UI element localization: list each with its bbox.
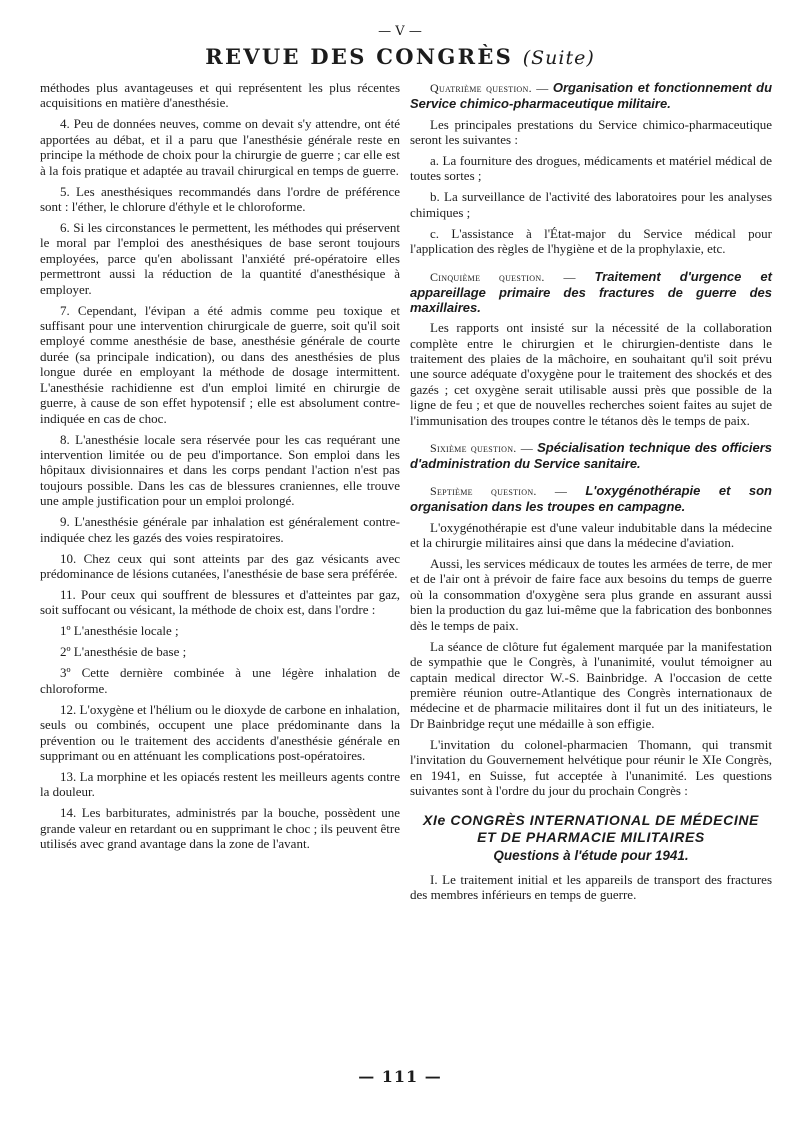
list-item: c. L'assistance à l'État-major du Service médical pour l'application des règles de l'hygiène et de la prophylaxie, etc. bbox=[410, 225, 772, 257]
paragraph: 9. L'anesthésie générale par inhalation est généralement contre-indiquée chez les gazés des voies respiratoires. bbox=[40, 514, 400, 545]
paragraph: 12. L'oxygène et l'hélium ou le dioxyde de carbone en inhalation, seuls ou combinés, occupent une place prédominante dans la prévention ou le traitement des accidents d'anesthésie générale en supprimant ou en atténuant les complications post-opératoires. bbox=[40, 701, 400, 763]
list-item: 1º L'anesthésie locale ; bbox=[60, 623, 179, 639]
paragraph: Les rapports ont insisté sur la nécessité de la collaboration complète entre le chirurgien et le chirurgien-dentiste dans le traitement des plaies de la mâchoire, en souhaitant qu'il soit prévu une source adéquate d'oxygène pour le traitement des shockés et des gazés ; cet oxygène serait utilisable aussi près que possible de la ligne de feu ; et que de nouvelles recherches soient faites au sujet de l'immunisation des troupes contre le tétanos dès le temps de paix. bbox=[410, 320, 772, 428]
paragraph: 4. Peu de données neuves, comme on devait s'y attendre, ont été apportées au débat, et il a paru que l'anesthésie générale reste en principe la méthode de choix pour la chirurgie de guerre ; car elle est à la fois pratique et adaptée au travail chirurgical en temps de guerre. bbox=[40, 116, 400, 178]
paragraph: 6. Si les circonstances le permettent, les méthodes qui préservent le moral par l'emploi des anesthésiques de base seront toujours employées, parce qu'en abolissant l'anxiété pré-opératoire elles permettront aussi la réduction de la quantité d'anesthésique à employer. bbox=[40, 220, 400, 297]
question-label: Septième question. — bbox=[430, 484, 568, 499]
title-suite: (Suite) bbox=[522, 47, 595, 69]
left-column bbox=[40, 80, 400, 857]
paragraph: 13. La morphine et les opiacés restent les meilleurs agents contre la douleur. bbox=[40, 768, 400, 800]
section-folio: — V — bbox=[378, 24, 422, 39]
paragraph: La séance de clôture fut également marquée par la manifestation de sympathie que le Congrès, à l'unanimité, voulut témoigner au captain medical director W.-S. Bainbridge. A l'occasion de cette première réunion outre-Atlantique des Congrès internationaux de médecine et de pharmacie militaires dont il fut un des initiateurs, le Dr Bainbridge reçut une médaille à son effigie. bbox=[410, 638, 772, 731]
paragraph: 5. Les anesthésiques recommandés dans l'ordre de préférence sont : l'éther, le chlorure d'éthyle et le chloroforme. bbox=[40, 183, 400, 215]
paragraph: Les principales prestations du Service chimico-pharmaceutique seront les suivantes : bbox=[410, 116, 772, 147]
page-number: — 111 — bbox=[358, 1067, 442, 1086]
question-label: Sixième question. — bbox=[430, 441, 534, 456]
paragraph: méthodes plus avantageuses et qui représentent les plus récentes acquisitions en matière d'anesthésie. bbox=[40, 80, 400, 111]
question-title: L'oxygénothérapie et son organisation dans les troupes en campagne. bbox=[410, 483, 773, 515]
paragraph: L'oxygénothérapie est d'une valeur indubitable dans la médecine et la chirurgie militaires ainsi que dans la médecine d'aviation. bbox=[410, 519, 772, 551]
question-heading bbox=[410, 269, 772, 315]
question-title: Organisation et fonctionnement du Service chimico-pharmaceutique militaire. bbox=[410, 80, 773, 111]
paragraph: Aussi, les services médicaux de toutes les armées de terre, de mer et de l'air ont à prévoir de faire face aux besoins du temps de guerre où la consommation d'oxygène sera plus grande en assurant aussi bien la production du gaz lui-même que la fabrication des bonbonnes dès le temps de paix. bbox=[410, 556, 772, 633]
congress-heading: XIe CONGRÈS INTERNATIONAL DE MÉDECINE ET DE PHARMACIE MILITAIRES bbox=[423, 812, 759, 846]
paragraph: 10. Chez ceux qui sont atteints par des gaz vésicants avec prédominance de lésions cutanées, l'anesthésie de base sera préférée. bbox=[40, 550, 400, 581]
question-heading bbox=[410, 440, 772, 471]
question-label: Quatrième question. — bbox=[430, 81, 549, 95]
paragraph: 8. L'anesthésie locale sera réservée pour les cas requérant une intervention limitée ou de peu d'importance. Son emploi dans les hôpitaux divisionnaires et dans les corps pendant l'action n'est pas toujours possible. Dans les cas de blessures craniennes, elle trouve une ample justification pour un emploi prolongé. bbox=[40, 431, 400, 509]
list-item: a. La fourniture des drogues, médicaments et matériel médical de toutes sortes ; bbox=[410, 153, 772, 184]
paragraph: L'invitation du colonel-pharmacien Thomann, qui transmit l'invitation du Gouvernement helvétique pour réunir le XIe Congrès, en 1941, en Suisse, fut acceptée à l'unanimité. Les questions suivantes sont à l'ordre du jour du prochain Congrès : bbox=[410, 736, 772, 798]
question-label: Cinquième question. — bbox=[430, 269, 576, 284]
right-column bbox=[410, 80, 772, 908]
list-item: 2º L'anesthésie de base ; bbox=[60, 644, 187, 660]
paragraph: I. Le traitement initial et les appareils de transport des fractures des membres inférieurs en temps de guerre. bbox=[410, 871, 772, 903]
paragraph: 11. Pour ceux qui souffrent de blessures et d'atteintes par gaz, soit suffocant ou vésicant, la méthode de choix est, dans l'ordre : bbox=[40, 586, 400, 618]
journal-title: REVUE DES CONGRÈS bbox=[205, 44, 514, 69]
list-item: 3º Cette dernière combinée à une légère inhalation de chloroforme. bbox=[40, 665, 400, 696]
paragraph: 14. Les barbiturates, administrés par la bouche, possèdent une grande valeur en retardant ou en supprimant le choc ; ils peuvent être utilisés avec grand avantage dans la zone de l'avant. bbox=[40, 805, 400, 852]
question-heading bbox=[410, 483, 772, 514]
list-item: b. La surveillance de l'activité des laboratoires pour les analyses chimiques ; bbox=[410, 189, 772, 220]
page-title bbox=[0, 44, 800, 69]
question-title: Spécialisation technique des officiers d'administration du Service sanitaire. bbox=[410, 440, 773, 472]
question-title: Traitement d'urgence et appareillage primaire des fractures de guerre des maxillaires. bbox=[410, 268, 772, 315]
congress-subheading: Questions à l'étude pour 1941. bbox=[493, 848, 689, 864]
paragraph: 7. Cependant, l'évipan a été admis comme peu toxique et suffisant pour une intervention chirurgicale de guerre, soit qu'il soit employé comme anesthésie de base, anesthésie générale de courte durée (sa principale indication), ou dans des anesthésies de plus longue durée en employant la méthode de dosage intermittent. L'anesthésie rachidienne est d'un emploi limité en chirurgie de guerre, à cause de son effet hypotensif ; elle est absolument contre-indiquée en cas de choc. bbox=[40, 302, 400, 426]
question-heading bbox=[410, 80, 772, 111]
